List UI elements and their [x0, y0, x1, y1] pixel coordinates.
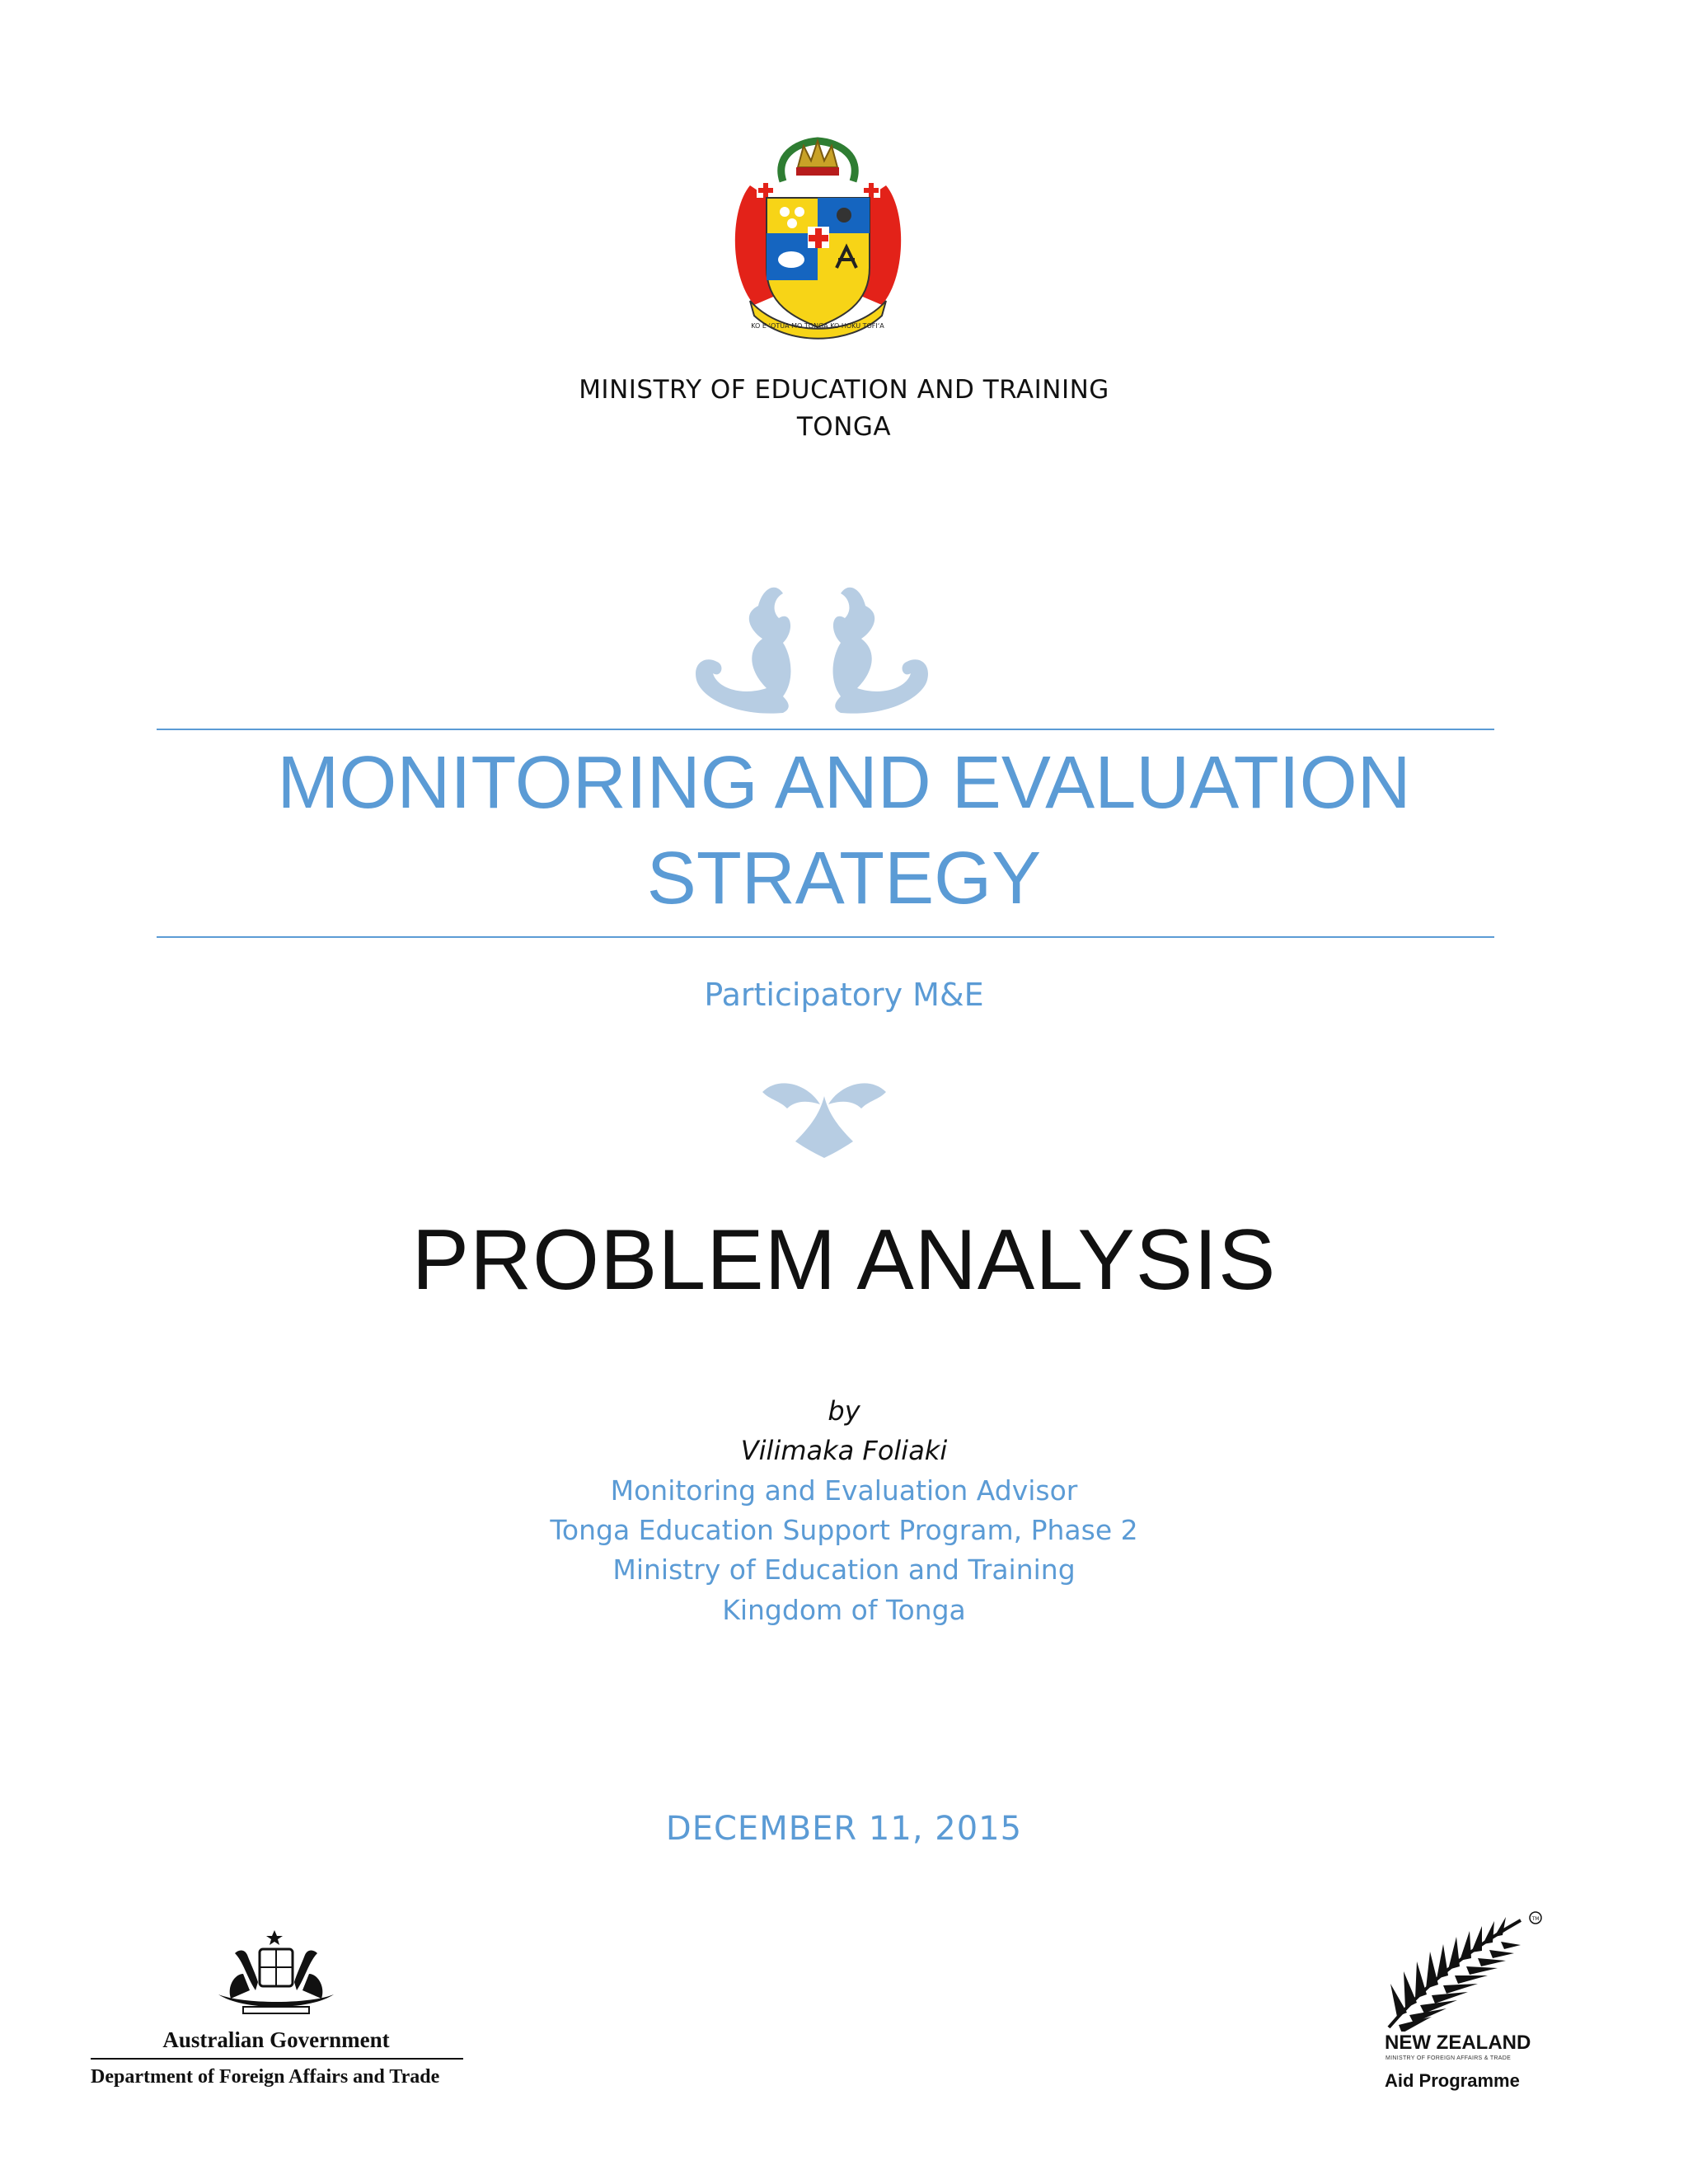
author-role: Monitoring and Evaluation Advisor: [610, 1474, 1078, 1507]
new-zealand-name: NEW ZEALAND: [1385, 2032, 1531, 2054]
author-name: Vilimaka Foliaki: [740, 1435, 948, 1466]
svg-text:KO E ʻOTUA MO TONGA KO HOKU TO: KO E ʻOTUA MO TONGA KO HOKU TOFIʻA: [751, 322, 884, 330]
australian-government-name: Australian Government: [162, 2027, 390, 2052]
australia-divider: [91, 2058, 463, 2060]
author-program: Tonga Education Support Program, Phase 2: [550, 1514, 1138, 1546]
author-country: Kingdom of Tonga: [722, 1594, 966, 1626]
title-rule-bottom: [157, 936, 1494, 938]
new-zealand-ministry: MINISTRY OF FOREIGN AFFAIRS & TRADE: [1386, 2055, 1512, 2061]
trademark-mark: TM: [1531, 1916, 1540, 1922]
byline: by: [828, 1395, 860, 1427]
silver-fern-icon: [1381, 1908, 1545, 2032]
flourish-ornament-icon: [684, 573, 940, 717]
document-subtitle: Participatory M&E: [704, 977, 984, 1013]
aid-programme-label: Aid Programme: [1385, 2070, 1520, 2091]
author-ministry: Ministry of Education and Training: [612, 1554, 1076, 1586]
australian-coat-of-arms: [210, 1929, 342, 2019]
leaf-ornament-icon: [762, 1076, 886, 1162]
ministry-name: MINISTRY OF EDUCATION AND TRAINING: [579, 375, 1109, 405]
australia-department: Department of Foreign Affairs and Trade: [91, 2066, 440, 2088]
tonga-coat-of-arms: [725, 136, 911, 342]
document-title-line1: MONITORING AND EVALUATION: [277, 742, 1411, 824]
ministry-country: TONGA: [796, 412, 892, 442]
title-rule-top: [157, 729, 1494, 730]
document-title-line2: STRATEGY: [646, 837, 1042, 920]
document-date: DECEMBER 11, 2015: [665, 1810, 1023, 1848]
section-heading: PROBLEM ANALYSIS: [411, 1212, 1277, 1308]
